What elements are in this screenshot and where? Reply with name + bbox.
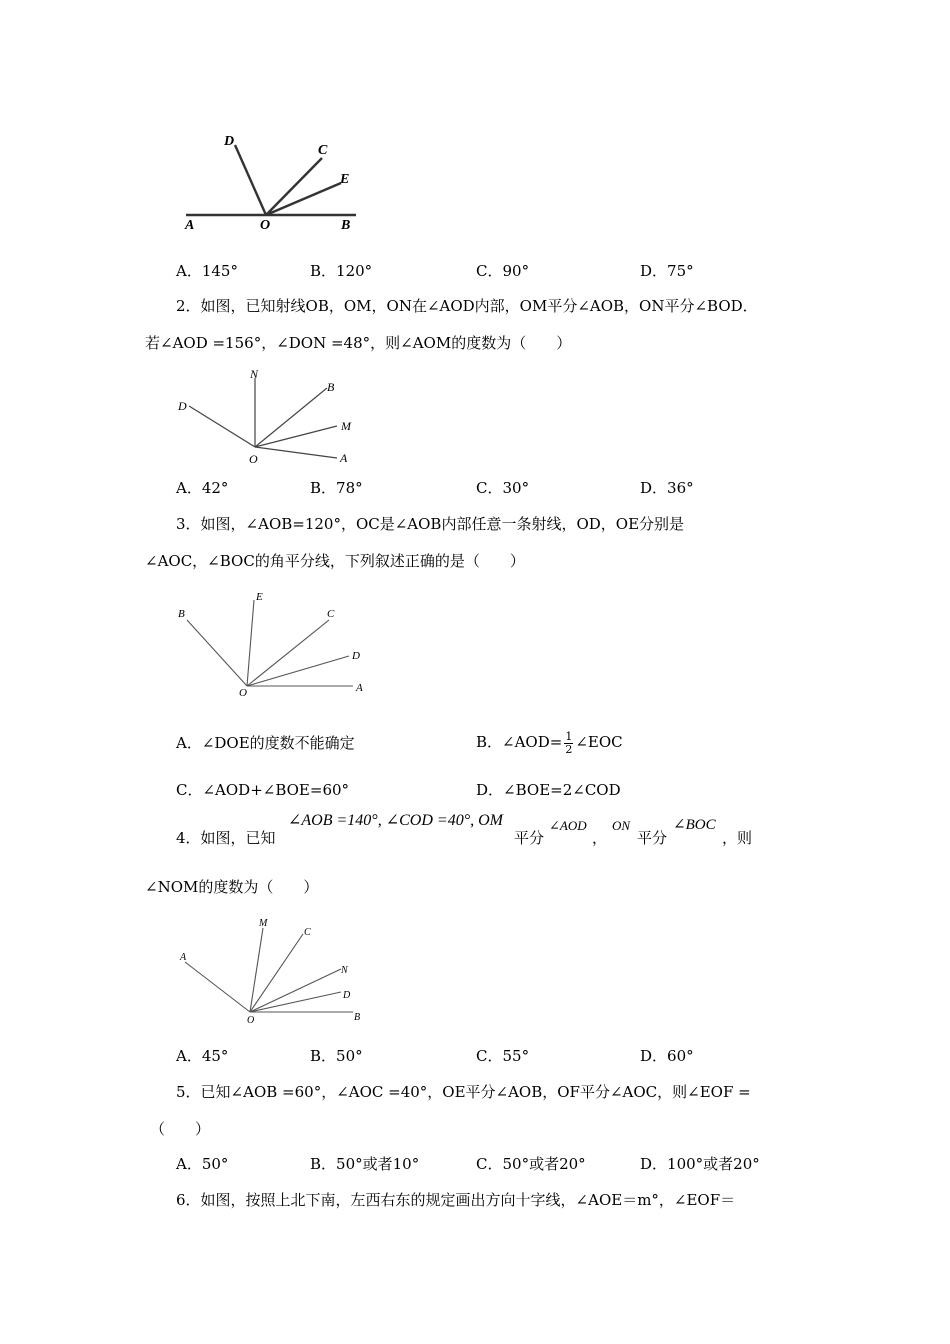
q4-option-d: D．60° [640, 1047, 694, 1065]
q5-stem-line1: 5．已知∠AOB =60°，∠AOC =40°，OE平分∠AOB，OF平分∠AOC，则∠EOF = [176, 1083, 751, 1101]
q4-option-c: C．55° [476, 1047, 530, 1065]
q4-ray-on: ON [612, 818, 631, 833]
q3-option-b-denominator: 2 [565, 742, 573, 756]
q4-option-b: B．50° [310, 1047, 363, 1065]
q4-label-b: B [354, 1012, 361, 1023]
q3-label-c: C [327, 608, 335, 620]
q1-figure [176, 125, 376, 235]
q1-label-d: D [224, 134, 235, 149]
q4-label-a: A [180, 952, 187, 963]
q3-label-o: O [239, 687, 247, 699]
q4-comma: ， [592, 829, 608, 847]
q3-stem-line2: ∠AOC，∠BOC的角平分线，下列叙述正确的是（ ） [145, 552, 525, 570]
q3-option-d: D．∠BOE=2∠COD [476, 781, 621, 799]
q4-angle-aod: ∠AOD [549, 818, 587, 833]
q2-label-b: B [327, 380, 335, 394]
q4-given-angles: ∠AOB =140°, ∠COD =40°, OM [288, 812, 503, 829]
q2-stem-line2: 若∠AOD =156°，∠DON =48°，则∠AOM的度数为（ ） [145, 334, 572, 352]
q4-label-c: C [304, 927, 311, 938]
q3-figure [175, 588, 375, 703]
q3-label-e: E [256, 591, 263, 603]
q2-option-d: D．36° [640, 479, 694, 497]
q6-stem-line1: 6．如图，按照上北下南，左西右东的规定画出方向十字线，∠AOE＝m°，∠EOF＝ [176, 1191, 736, 1209]
q1-label-b: B [341, 218, 351, 233]
q5-option-b: B．50°或者10° [310, 1155, 420, 1173]
q2-option-c: C．30° [476, 479, 530, 497]
q5-option-d: D．100°或者20° [640, 1155, 760, 1173]
q4-figure [175, 914, 370, 1029]
q3-option-c: C．∠AOD+∠BOE=60° [176, 781, 350, 799]
q4-then: ，则 [722, 829, 753, 847]
q2-label-n: N [250, 367, 259, 381]
q1-label-o: O [260, 218, 271, 233]
q3-option-b [476, 726, 623, 758]
q4-prefix: 4．如图，已知 [176, 829, 276, 847]
q3-option-b-numerator: 1 [565, 729, 573, 743]
q2-label-d: D [178, 399, 187, 413]
q1-label-e: E [340, 172, 350, 187]
q3-option-b-suffix: ∠EOC [575, 733, 623, 751]
q3-option-a: A．∠DOE的度数不能确定 [176, 734, 355, 752]
q3-label-a: A [356, 682, 363, 694]
q3-label-d: D [352, 650, 360, 662]
q4-bisect-2: 平分 [637, 829, 668, 847]
q2-stem-line1: 2．如图，已知射线OB，OM，ON在∠AOD内部，OM平分∠AOB，ON平分∠BOD． [176, 297, 758, 315]
q5-option-c: C．50°或者20° [476, 1155, 586, 1173]
q4-label-d: D [343, 990, 351, 1001]
q1-option-d: D．75° [640, 262, 694, 280]
q2-label-o: O [249, 452, 258, 466]
q1-label-a: A [185, 218, 195, 233]
q2-label-a: A [340, 451, 348, 465]
q2-figure [175, 362, 365, 472]
q2-option-b: B．78° [310, 479, 363, 497]
q5-stem-line2: （ ） [150, 1120, 211, 1138]
q3-label-b: B [178, 608, 185, 620]
q4-label-m: M [259, 918, 268, 929]
q5-option-a: A．50° [176, 1155, 229, 1173]
q3-option-b-prefix: B．∠AOD= [476, 733, 563, 751]
q4-option-a: A．45° [176, 1047, 229, 1065]
q1-option-a: A．145° [176, 262, 238, 280]
q4-stem-line2: ∠NOM的度数为（ ） [145, 878, 319, 896]
q1-option-b: B．120° [310, 262, 373, 280]
q4-label-n: N [341, 965, 348, 976]
q3-option-b-fraction [564, 731, 573, 756]
q1-label-c: C [318, 143, 328, 158]
q1-option-c: C．90° [476, 262, 530, 280]
q3-stem-line1: 3．如图，∠AOB=120°，OC是∠AOB内部任意一条射线，OD，OE分别是 [176, 515, 685, 533]
q2-label-m: M [341, 419, 351, 433]
q4-bisect-1: 平分 [514, 829, 545, 847]
q4-label-o: O [247, 1015, 255, 1026]
q4-angle-boc: ∠BOC [673, 817, 716, 833]
q2-option-a: A．42° [176, 479, 229, 497]
